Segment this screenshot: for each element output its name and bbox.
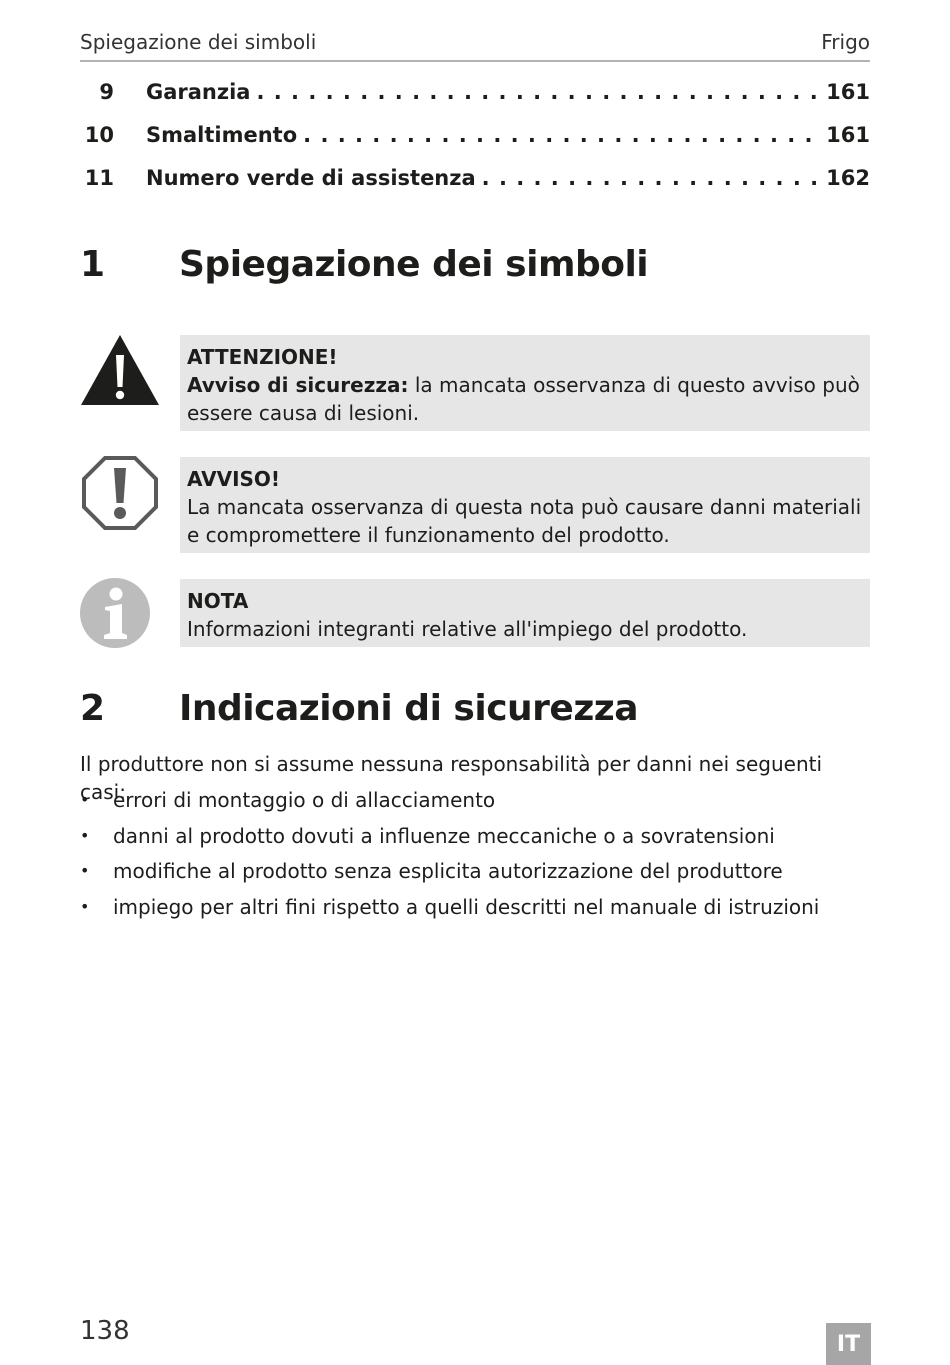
safety-bullet-list [80, 786, 870, 928]
section-title: Spiegazione dei simboli [179, 244, 649, 285]
header-section-title: Spiegazione dei simboli [80, 30, 317, 54]
toc-entry-title: Smaltimento [146, 123, 303, 147]
list-item: • errori di montaggio o di allacciamento [80, 786, 870, 822]
toc-entry-page: 162 [822, 166, 870, 190]
notice-avviso [180, 457, 870, 553]
toc-leader-dots [303, 123, 822, 147]
toc-entry-number: 9 [99, 80, 114, 104]
notice-text: La mancata osservanza di questa nota può causare danni materiali e compromettere il funzionamento del prodotto. [187, 495, 862, 547]
page-number: 138 [80, 1316, 130, 1346]
toc-entry-number: 10 [84, 123, 114, 147]
notice-text: la mancata osservanza di questo avviso può essere causa di lesioni. [187, 373, 860, 425]
toc-entry-page: 161 [822, 123, 870, 147]
list-item: • impiego per altri fini rispetto a quelli descritti nel manuale di istruzioni [80, 893, 870, 929]
toc-entry-title: Garanzia [146, 80, 256, 104]
notice-attention [180, 335, 870, 431]
toc-entry[interactable] [80, 164, 870, 207]
section-heading-safety [80, 688, 870, 738]
toc-entry-page: 161 [822, 80, 870, 104]
list-item: • danni al prodotto dovuti a influenze meccaniche o a sovratensioni [80, 822, 870, 858]
notice-title: ATTENZIONE! [187, 345, 338, 369]
toc-entry-number: 11 [84, 166, 114, 190]
section-heading-symbols [80, 244, 870, 294]
notice-title: AVVISO! [187, 467, 281, 491]
notice-nota [180, 579, 870, 647]
toc-entry[interactable] [80, 121, 870, 164]
toc-leader-dots [482, 166, 823, 190]
list-item: • modifiche al prodotto senza esplicita autorizzazione del produttore [80, 857, 870, 893]
section-title: Indicazioni di sicurezza [179, 688, 639, 729]
safety-intro: Il produttore non si assume nessuna responsabilità per danni nei seguenti casi: [80, 752, 823, 804]
notice-lead: Avviso di sicurezza: [187, 373, 409, 397]
octagon-exclamation-icon [80, 455, 160, 531]
warning-triangle-icon [80, 333, 160, 409]
table-of-contents [80, 78, 870, 207]
toc-entry[interactable] [80, 78, 870, 121]
language-badge: IT [826, 1323, 871, 1365]
toc-leader-dots [256, 80, 822, 104]
header-product-name: Frigo [821, 30, 870, 54]
running-header [80, 30, 870, 62]
toc-entry-title: Numero verde di assistenza [146, 166, 482, 190]
notice-text: Informazioni integranti relative all'impiego del prodotto. [187, 617, 748, 641]
info-circle-icon [80, 577, 160, 653]
section-number: 2 [80, 688, 105, 729]
section-number: 1 [80, 244, 105, 285]
notice-title: NOTA [187, 589, 249, 613]
